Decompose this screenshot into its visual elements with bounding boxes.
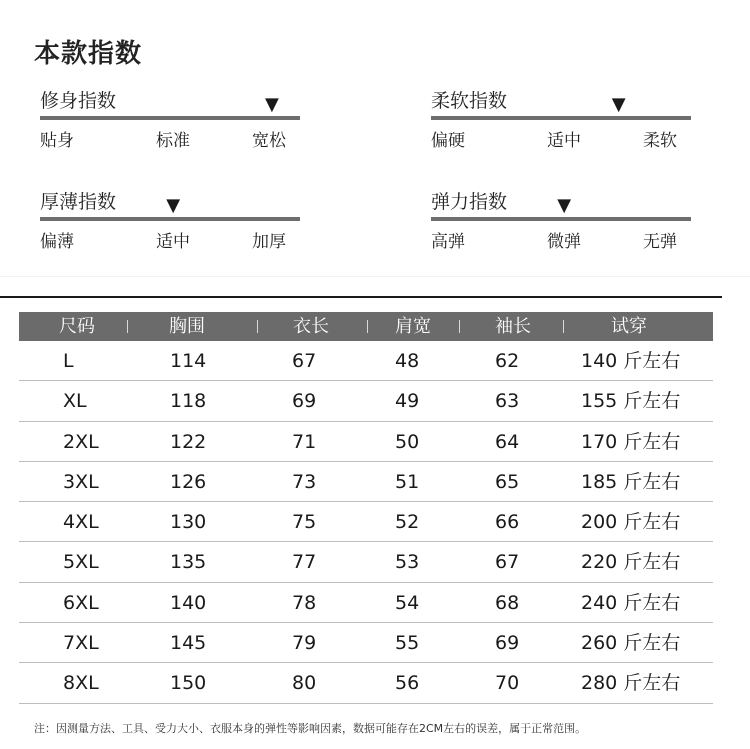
header-separator	[563, 320, 564, 333]
cell-sleeve: 65	[495, 470, 520, 493]
section-title: 本款指数	[34, 39, 143, 69]
cell-shoulder: 54	[395, 591, 420, 614]
cell-size: 4XL	[63, 511, 99, 534]
header-shoulder: 肩宽	[395, 316, 431, 337]
index-name: 柔软指数	[431, 90, 508, 112]
cell-fit-weight: 260 斤左右	[581, 632, 681, 655]
index-thickness	[40, 187, 302, 257]
cell-size: XL	[63, 390, 87, 413]
measurement-note: 注：因测量方法、工具、受力大小、衣服本身的弹性等影响因素，数据可能存在2CM左右的误差，属于正常范围。	[34, 722, 587, 735]
cell-size: 2XL	[63, 430, 99, 453]
cell-shoulder: 53	[395, 551, 420, 574]
cell-shoulder: 51	[395, 470, 420, 493]
size-table	[19, 312, 713, 704]
cell-chest: 145	[170, 632, 207, 655]
header-separator	[127, 320, 128, 333]
cell-size: L	[63, 350, 74, 372]
cell-chest: 126	[170, 470, 207, 493]
cell-sleeve: 69	[495, 632, 520, 655]
cell-length: 71	[292, 430, 317, 453]
fabric-index-section	[0, 0, 750, 276]
index-label: 偏薄	[40, 232, 74, 252]
cell-sleeve: 63	[495, 390, 520, 413]
header-length: 衣长	[293, 316, 329, 337]
index-bar	[40, 116, 300, 120]
cell-fit-weight: 140 斤左右	[581, 350, 681, 372]
cell-chest: 130	[170, 511, 207, 534]
header-fit-weight: 试穿	[611, 316, 647, 337]
cell-chest: 122	[170, 430, 207, 453]
cell-chest: 114	[170, 350, 207, 372]
index-label: 适中	[547, 131, 581, 151]
cell-chest: 118	[170, 390, 207, 413]
table-row	[19, 583, 713, 623]
index-name: 修身指数	[40, 90, 117, 112]
index-softness	[431, 86, 693, 156]
header-chest: 胸围	[169, 316, 205, 337]
cell-shoulder: 50	[395, 430, 420, 453]
header-separator	[257, 320, 258, 333]
cell-length: 69	[292, 390, 317, 413]
cell-size: 5XL	[63, 551, 99, 574]
index-marker-icon: ▼	[166, 195, 181, 216]
table-row	[19, 422, 713, 462]
cell-shoulder: 49	[395, 390, 420, 413]
header-separator	[367, 320, 368, 333]
cell-sleeve: 68	[495, 591, 520, 614]
table-row	[19, 462, 713, 502]
index-name: 厚薄指数	[40, 191, 117, 213]
table-row	[19, 341, 713, 381]
cell-length: 73	[292, 470, 317, 493]
index-label: 适中	[156, 232, 190, 252]
table-row	[19, 623, 713, 663]
cell-sleeve: 64	[495, 430, 520, 453]
cell-shoulder: 56	[395, 672, 420, 695]
cell-size: 6XL	[63, 591, 99, 614]
cell-fit-weight: 240 斤左右	[581, 591, 681, 614]
index-label: 加厚	[252, 232, 286, 252]
cell-sleeve: 70	[495, 672, 520, 695]
cell-shoulder: 55	[395, 632, 420, 655]
index-label: 微弹	[547, 232, 581, 252]
index-label: 宽松	[252, 131, 286, 151]
index-label: 无弹	[643, 232, 677, 252]
index-bar	[431, 217, 691, 221]
size-table-header	[19, 312, 713, 341]
index-bar	[40, 217, 300, 221]
index-elasticity	[431, 187, 693, 257]
index-label: 标准	[156, 131, 190, 151]
index-label: 高弹	[431, 232, 465, 252]
index-label: 柔软	[643, 131, 677, 151]
index-bar	[431, 116, 691, 120]
cell-shoulder: 52	[395, 511, 420, 534]
cell-length: 78	[292, 591, 317, 614]
cell-length: 67	[292, 350, 317, 372]
cell-fit-weight: 185 斤左右	[581, 470, 681, 493]
table-row	[19, 663, 713, 703]
section-divider	[0, 296, 722, 298]
header-sleeve: 袖长	[495, 316, 531, 337]
cell-fit-weight: 170 斤左右	[581, 430, 681, 453]
cell-sleeve: 67	[495, 551, 520, 574]
index-name: 弹力指数	[431, 191, 508, 213]
index-fit	[40, 86, 302, 156]
index-marker-icon: ▼	[611, 94, 626, 115]
cell-chest: 150	[170, 672, 207, 695]
cell-shoulder: 48	[395, 350, 420, 372]
section-shadow-line	[0, 276, 750, 277]
table-row	[19, 542, 713, 582]
cell-size: 8XL	[63, 672, 99, 695]
cell-length: 79	[292, 632, 317, 655]
cell-sleeve: 62	[495, 350, 520, 372]
table-row	[19, 381, 713, 421]
cell-length: 75	[292, 511, 317, 534]
cell-fit-weight: 155 斤左右	[581, 390, 681, 413]
cell-length: 80	[292, 672, 317, 695]
cell-length: 77	[292, 551, 317, 574]
cell-chest: 140	[170, 591, 207, 614]
cell-fit-weight: 200 斤左右	[581, 511, 681, 534]
table-row	[19, 502, 713, 542]
cell-sleeve: 66	[495, 511, 520, 534]
cell-fit-weight: 220 斤左右	[581, 551, 681, 574]
cell-fit-weight: 280 斤左右	[581, 672, 681, 695]
header-separator	[459, 320, 460, 333]
cell-size: 7XL	[63, 632, 99, 655]
cell-chest: 135	[170, 551, 207, 574]
index-label: 偏硬	[431, 131, 465, 151]
index-label: 贴身	[40, 131, 74, 151]
header-size: 尺码	[59, 316, 95, 337]
index-marker-icon: ▼	[265, 94, 279, 115]
index-marker-icon: ▼	[557, 195, 572, 216]
cell-size: 3XL	[63, 470, 99, 493]
